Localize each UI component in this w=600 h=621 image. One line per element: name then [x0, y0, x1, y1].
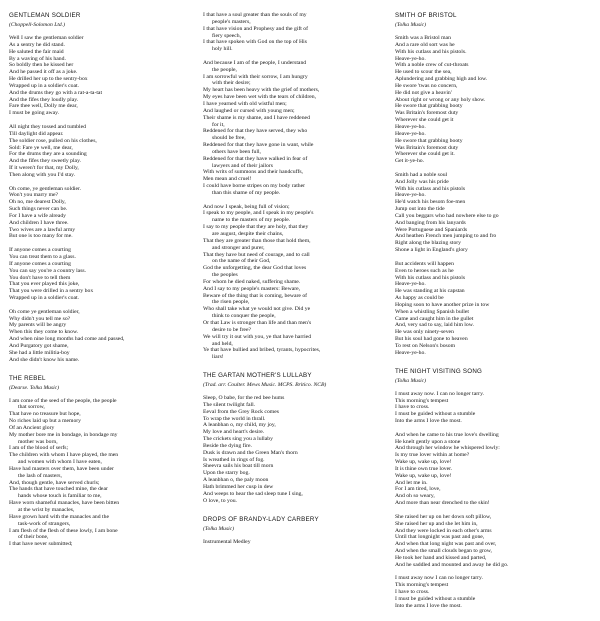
- lyric-line: He used to scour the sea,: [395, 69, 452, 76]
- lyric-line: of their bone,: [18, 534, 49, 541]
- lyric-line: And Jolly was his pride: [395, 178, 449, 185]
- lyric-line: He drilled her up to the sentry-box: [9, 76, 88, 83]
- lyric-line: Men mean and cruel!: [203, 176, 252, 183]
- lyric-line: We will try it out with you, ye that have harried: [203, 333, 312, 340]
- lyric-line: That you ever played this joke,: [9, 281, 80, 288]
- lyric-line: Their shame is my shame, and I have reddened: [203, 114, 310, 121]
- lyric-line: My mother bore me in bondage, in bondage my: [9, 431, 118, 438]
- lyric-line: Right along the blazing story: [395, 240, 462, 247]
- lyric-line: A leanbhan o, my child, my joy,: [203, 422, 276, 429]
- lyric-line: You can treat them to a glass.: [9, 254, 76, 260]
- lyric-line: Hoping soon to have another prize in tow: [395, 301, 490, 308]
- lyric-line: the risen people,: [212, 299, 250, 306]
- lyric-line: And I say to my people's masters: Beware,: [203, 285, 301, 292]
- lyric-line: No riches laid up but a memory: [9, 418, 82, 425]
- lyric-line: For I have a wife already: [9, 212, 67, 219]
- lyric-line: If it weren't for that, my Dolly,: [9, 165, 79, 172]
- lyric-line: name to the masters of my people.: [212, 217, 291, 224]
- lyric-line: That you were drilled in a sentry box: [9, 288, 94, 295]
- lyric-line: For I am tired, love,: [395, 486, 441, 493]
- stanza-break: [9, 302, 197, 309]
- lyric-line: Fare thee well, Dolly me dear,: [9, 103, 78, 110]
- lyric-line: Jump out into the tide: [395, 206, 445, 213]
- lyric-line: and stronger and purer,: [212, 244, 265, 251]
- lyric-line: He did not give a heavin': [395, 89, 452, 96]
- lyric-line: By a waving of his hand.: [9, 55, 66, 62]
- lyric-line: I am of the blood of serfs;: [9, 445, 69, 452]
- lyric-line: My love and heart's desire.: [203, 429, 265, 436]
- lyric-line: people's masters,: [212, 18, 251, 25]
- lyric-line: and women with whom I have eaten,: [18, 459, 102, 466]
- lyric-line: I must be going away.: [9, 110, 60, 117]
- lyric-line: Wrapped up in a soldier's coat.: [9, 82, 79, 89]
- lyric-line: And through her window he whispered lowly:: [395, 445, 500, 452]
- lyric-line: desire to be free?: [212, 326, 251, 333]
- lyric-line: Won't you marry me?: [9, 192, 59, 199]
- lyric-line: Oh come, ye gentleman soldier.: [9, 185, 82, 192]
- lyric-line: And heathen French men jumping to and fro: [395, 233, 497, 240]
- lyric-line: on the name of their God,: [212, 258, 271, 265]
- lyric-line: I have to cross.: [395, 589, 430, 596]
- lyric-line: Was Britain's foremost duty: [395, 110, 459, 117]
- lyric-line: Or that Law is stronger than life and than men's: [203, 319, 312, 326]
- lyric-line: And they were locked in each other's arms: [395, 527, 492, 534]
- lyric-line: And the fifes they loudly play.: [9, 96, 79, 103]
- lyric-line: Dusk is drawn and the Green Man's thorn: [203, 449, 298, 456]
- lyric-line: Came and caught him in the gullet: [395, 315, 474, 322]
- lyric-line: If anyone comes a courting: [9, 247, 71, 254]
- lyric-line: With his cutlass and his pistols: [395, 185, 466, 192]
- lyric-line: About right or wrong or any holy show.: [395, 96, 486, 103]
- lyric-line: Instrumental Medley: [203, 538, 251, 545]
- lyric-line: Such things never can be.: [9, 206, 68, 213]
- lyric-line: Have worn shameful manacles, have been bitten: [9, 500, 120, 507]
- lyric-line: Then along with you I'd stay.: [9, 171, 76, 178]
- lyric-line: With his cutlass and his pistols: [395, 274, 466, 281]
- stanza-break: [395, 425, 591, 432]
- lyric-line: To rest on Nelson's bosom: [395, 342, 456, 349]
- lyric-line: For whom he died naked, suffering shame.: [203, 278, 301, 285]
- lyric-line: Get it-ye-ho.: [395, 158, 425, 165]
- lyric-line: Eeval from the Grey Rock comes: [203, 408, 279, 415]
- lyric-line: O love, to you.: [203, 497, 237, 504]
- lyric-line: When this they come to know.: [9, 329, 79, 336]
- lyric-line: should be free,: [212, 135, 246, 142]
- lyric-line: the lash of masters,: [18, 472, 62, 479]
- lyric-line: Aplundering and grabbing high and low.: [395, 76, 488, 83]
- lyric-line: He was standing at his capstan: [395, 288, 465, 295]
- lyric-line: Smith was a Bristol man: [395, 35, 451, 41]
- stanza-break: [9, 117, 197, 124]
- lyric-line: I that have spoken with God on the top of His: [203, 39, 307, 46]
- lyric-line: Sleep, O babe, for the red bee hums: [203, 395, 285, 402]
- lyric-line: Is my true lover within at home?: [395, 452, 470, 459]
- lyric-line: And, very sad to say, laid him low.: [395, 322, 474, 329]
- lyric-line: And the fifes they sweetly play.: [9, 158, 81, 165]
- lyric-line: Were Portuguese and Spaniards: [395, 226, 468, 233]
- song-title: SMITH OF BRISTOL: [395, 12, 457, 19]
- lyric-line: The hands that have touched mine, the dear: [9, 486, 108, 493]
- lyric-line: the people,: [212, 66, 237, 73]
- song-title: THE GARTAN MOTHER'S LULLABY: [203, 372, 312, 380]
- stanza-break: [395, 165, 591, 172]
- lyric-line: that sorrow,: [18, 404, 45, 411]
- song-block: [9, 375, 197, 549]
- lyric-line: All night they tossed and tumbled: [9, 123, 86, 130]
- lyric-line: But one is too many for me.: [9, 233, 73, 240]
- lyric-line: I that have vision and Prophesy and the gift of: [203, 25, 309, 32]
- lyric-line: hands whose touch is familiar to me,: [18, 493, 102, 500]
- lyric-line: I must away now I can no longer tarry.: [395, 575, 483, 582]
- stanza-break: [203, 53, 389, 60]
- lyric-line: Oh no, me dearest Dolly,: [9, 199, 66, 206]
- lyric-line: Was Britain's foremost duty: [395, 144, 459, 151]
- lyric-line: And let me in.: [395, 479, 428, 486]
- lyric-line: The soldier rose, pulled on his clothes,: [9, 137, 97, 144]
- lyric-line: And he passed it off as a joke.: [9, 69, 78, 76]
- lyric-line: for it,: [212, 121, 225, 128]
- lyric-line: Reddened for that they have walked in fear of: [203, 155, 308, 162]
- lyric-line: The silent twilight fall.: [203, 401, 256, 408]
- lyric-line: He saluted the fair maid: [9, 48, 64, 55]
- lyric-line: This morning's tempest: [395, 582, 449, 589]
- lyric-line: With a noble crew of cut-throats: [395, 62, 469, 69]
- lyric-line: For the drums they are a sounding: [9, 151, 87, 158]
- lyric-line: It is thine own true lover.: [395, 465, 453, 472]
- lyric-line: He was only ninety-seven: [395, 329, 454, 336]
- lyric-line: Reddened for that they have gone in want, while: [203, 142, 314, 149]
- lyric-line: When a whistling Spanish bullet: [395, 308, 469, 315]
- lyric-line: He took her hand and kissed and parted,: [395, 554, 487, 561]
- lyric-line: A leanbhan o, the paly moon: [203, 477, 269, 484]
- lyric-line: Have grown hard with the manacles and the: [9, 513, 109, 520]
- lyric-line: And now I speak, being full of vision;: [203, 203, 290, 210]
- lyric-line: Even to heroes such as he: [395, 267, 454, 274]
- lyric-line: Sheevra sails his boat till morn: [203, 463, 274, 470]
- lyric-line: And weeps to hear the sad sleep tune I sing,: [203, 490, 303, 497]
- lyric-line: That they are greater than those that hold them,: [203, 237, 311, 244]
- lyric-line: And he saddled and mounted and away he did go.: [395, 561, 509, 568]
- lyric-line: I am come of the seed of the people, the people: [9, 397, 117, 404]
- lyric-line: My heart has been heavy with the grief of mothers,: [203, 87, 320, 94]
- lyric-line: To wrap the world in thrall.: [203, 415, 266, 422]
- lyric-line: Heave-ye-ho.: [395, 349, 426, 356]
- lyric-line: If anyone comes a courting: [9, 260, 71, 267]
- lyric-line: Ye that have bullied and bribed, tyrants, hypocrites,: [203, 347, 321, 354]
- lyric-line: Reddened for that they have served, they who: [203, 128, 308, 135]
- lyric-line: I speak to my people, and I speak in my people's: [203, 210, 314, 217]
- song-credit: (Tolka Music): [203, 525, 235, 532]
- stanza-break: [395, 569, 591, 576]
- lyric-line: God the unforgetting, the dear God that loves: [203, 265, 307, 272]
- lyric-line: That have no treasure but hope,: [9, 411, 81, 418]
- lyric-line: at the wrist by manacles,: [18, 507, 75, 513]
- lyric-line: fiery speech,: [212, 32, 242, 39]
- lyric-line: others have been full,: [212, 148, 261, 155]
- lyric-line: I that have a soul greater than the souls of my: [203, 12, 307, 18]
- lyric-line: Heave-ye-ho.: [395, 55, 426, 62]
- lyric-line: Wherever she could get it.: [395, 151, 455, 158]
- song-credit: (Choppell-Solomon Ltd.): [9, 22, 65, 28]
- lyric-line: liars!: [212, 354, 224, 361]
- song-block: [395, 368, 591, 610]
- lyric-line: So boldly then he kissed her: [9, 62, 74, 69]
- lyric-line: Till daylight did appear.: [9, 130, 64, 137]
- lyric-line: Have had masters over them, have been under: [9, 465, 114, 472]
- lyric-line: And banging from his lanyards: [395, 219, 466, 226]
- song-block: [203, 372, 389, 505]
- song-block: [203, 516, 389, 546]
- lyric-line: And she didn't know his name.: [9, 356, 80, 363]
- song-block: [395, 12, 591, 357]
- lyric-line: She raised her up on her down soft pillow,: [395, 513, 492, 520]
- song-title: THE NIGHT VISITING SONG: [395, 367, 483, 375]
- lyric-line: With writs of summons and their handcuffs,: [203, 169, 303, 176]
- lyric-line: That they have but need of courage, and to call: [203, 251, 310, 258]
- lyric-line: I could have borne stripes on my body rather: [203, 183, 306, 190]
- lyric-line: And, though gentle, have served churls;: [9, 479, 100, 486]
- stanza-break: [203, 197, 389, 204]
- lyric-line: But accidents will happen: [395, 260, 454, 267]
- lyric-line: And a rare old sort was he: [395, 41, 455, 48]
- lyric-line: I have to cross.: [395, 404, 430, 411]
- song-block: [203, 12, 389, 361]
- song-credit: (Trad. arr. Coulter. Mews Music. MCPS. Britico. NCB): [203, 382, 327, 389]
- lyric-line: Of an Ancient glory: [9, 424, 55, 431]
- lyric-line: with their desire;: [212, 80, 251, 87]
- stanza-break: [9, 240, 197, 247]
- lyric-line: Heave-ye-ho.: [395, 281, 426, 288]
- song-credit: (Tolka Music): [395, 377, 427, 384]
- lyric-line: My eyes have been wet with the tears of children,: [203, 94, 317, 101]
- song-credit: (Dearse. Tolka Music): [9, 384, 59, 391]
- lyric-line: He'd watch his besom foe-men: [395, 199, 466, 206]
- lyric-line: My parents will be angry: [9, 322, 67, 329]
- lyric-line: And because I am of the people, I understand: [203, 59, 307, 66]
- lyric-line: And more than near drenched to the skin!: [395, 500, 490, 507]
- lyric-line: You can say you're a country lass.: [9, 267, 87, 274]
- lyric-line: Heave-ye-ho.: [395, 123, 426, 130]
- lyric-line: Two wives are a lawful army: [9, 226, 76, 233]
- lyric-line: She raised her up and she let him in,: [395, 520, 478, 527]
- lyric-line: Beside the dying fire.: [203, 442, 252, 449]
- lyric-line: Into the arms I love the most.: [395, 418, 462, 425]
- lyric-line: holy hill.: [212, 46, 233, 53]
- lyric-line: Heave-ye-ho.: [395, 130, 426, 137]
- lyric-line: And when nine long months had come and passed,: [9, 336, 125, 343]
- lyric-line: Wrapped up in a soldier's coat.: [9, 295, 79, 302]
- lyric-line: are august, despite their chains,: [212, 231, 284, 237]
- lyric-line: But his soul had gone to heaven: [395, 336, 468, 343]
- lyric-line: Why didn't you tell me so?: [9, 315, 71, 322]
- lyric-line: mother was born,: [18, 438, 58, 445]
- lyric-line: This morning's tempest: [395, 397, 449, 404]
- stanza-break: [395, 254, 591, 261]
- stanza-break: [395, 507, 591, 514]
- lyric-line: Shone a light in England's glory: [395, 247, 468, 254]
- song-credit: (Tolka Music): [395, 22, 427, 28]
- lyric-line: I have yearned with old wistful men;: [203, 100, 287, 107]
- lyric-line: Upon the starry bog.: [203, 470, 250, 477]
- lyric-line: than this shame of my people.: [212, 189, 281, 196]
- lyric-line: Oh come ye gentleman soldier,: [9, 308, 80, 315]
- lyric-line: and held,: [212, 340, 233, 347]
- lyric-line: And children I have three.: [9, 219, 69, 226]
- lyric-line: She had a little militia-boy: [9, 349, 70, 356]
- lyric-line: With his cutlass and his pistols.: [395, 48, 467, 55]
- lyric-line: I say to my people that they are holy, that they: [203, 224, 309, 231]
- stanza-break: [9, 179, 197, 186]
- lyric-line: I must be guided without a stumble: [395, 595, 476, 602]
- lyric-line: And oh so weary,: [395, 493, 435, 500]
- lyric-line: Is wreathed in rings of fog.: [203, 456, 265, 463]
- lyric-line: Wherever she could get it: [395, 117, 454, 124]
- lyric-line: I that have never submitted;: [9, 541, 73, 548]
- lyric-line: He swore that grabbing booty: [395, 137, 463, 144]
- lyric-line: Sold: Fare ye well, me dear,: [9, 144, 73, 151]
- lyric-line: The children with whom I have played, the men: [9, 452, 119, 459]
- lyric-line: Until that longnight was past and gone,: [395, 534, 485, 541]
- lyric-line: He swore that grabbing booty: [395, 103, 463, 110]
- lyric-line: I am flesh of the flesh of these lowly, I am bone: [9, 527, 118, 534]
- lyric-line: Wake up, wake up, love!: [395, 472, 452, 479]
- column-right: [395, 12, 591, 621]
- lyric-line: Into the arms I love the most.: [395, 602, 462, 609]
- lyric-line: Who shall take what ye would not give. Did ye: [203, 306, 311, 313]
- lyric-line: And when that long night was past and over,: [395, 541, 497, 548]
- lyric-line: Call you beggars who had nowhere else to go: [395, 212, 499, 219]
- lyric-line: And Purgatory got shame,: [9, 342, 69, 349]
- lyric-line: Wake up, wake up, love!: [395, 459, 452, 466]
- lyric-line: task-work of strangers,: [18, 520, 71, 527]
- lyric-line: I must away now. I can no longer tarry.: [395, 390, 484, 397]
- lyric-line: Beware of the thing that is coming, beware of: [203, 292, 308, 299]
- lyric-line: He knelt gently upon a stone: [395, 438, 461, 445]
- lyric-line: think to conquer the people,: [212, 313, 276, 320]
- lyric-line: Well I saw the gentleman soldier: [9, 35, 84, 41]
- lyric-line: As happy as could be: [395, 295, 444, 302]
- song-block: [9, 12, 197, 364]
- lyric-line: And the drums they go with a rat-a-ta-tat: [9, 89, 103, 96]
- lyric-line: He swore 'twas no concern,: [395, 82, 458, 89]
- song-title: DROPS OF BRANDY-LADY CARBERY: [203, 515, 319, 523]
- lyric-line: And when he came to his true love's dwelling: [395, 431, 499, 438]
- lyric-line: The crickets sing you a lullaby: [203, 436, 273, 443]
- song-title: GENTLEMAN SOLDIER: [9, 12, 81, 19]
- column-left: [9, 12, 197, 559]
- lyric-line: I am sorrowful with their sorrow, I am hungry: [203, 73, 308, 80]
- lyric-line: I must be guided without a stumble: [395, 411, 476, 418]
- lyric-line: As a sentry he did stand.: [9, 41, 65, 48]
- lyric-line: Smith had a noble soul: [395, 171, 448, 178]
- column-middle: [203, 12, 389, 556]
- lyric-line: And when the small clouds began to grow,: [395, 548, 492, 555]
- lyric-line: Hath brimmed her cusp in dew: [203, 484, 274, 490]
- lyric-line: lawyers and of their jailors: [212, 162, 273, 169]
- lyric-line: And laughed or cursed with young men;: [203, 107, 295, 114]
- lyric-line: Heave-ye-ho.: [395, 192, 426, 199]
- lyric-line: the peoples: [212, 272, 238, 279]
- song-title: THE REBEL: [9, 374, 46, 382]
- lyric-line: You don't have to tell them: [9, 274, 71, 281]
